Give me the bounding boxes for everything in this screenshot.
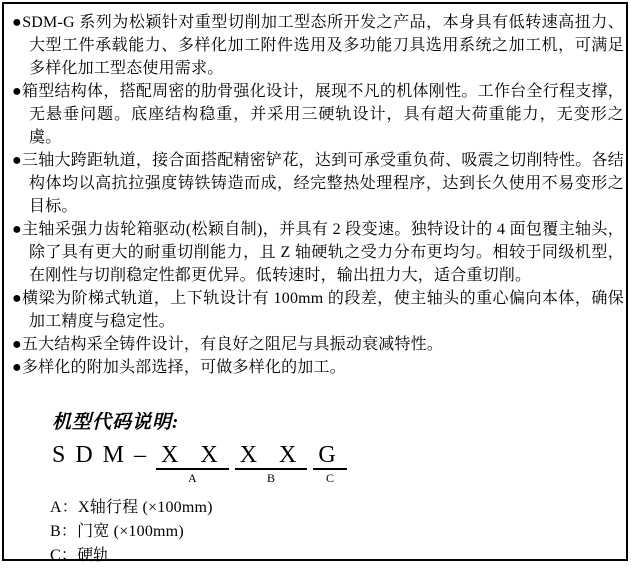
feature-paragraph — [12, 80, 624, 149]
feature-paragraph — [12, 11, 624, 80]
bullet-icon: ● — [12, 290, 23, 307]
model-code-title: 机型代码说明: — [52, 412, 180, 433]
legend-item-b: B：门宽 (×100mm) — [50, 523, 184, 540]
feature-paragraph — [12, 149, 624, 218]
paragraph-text: 多样化的附加头部选择，可做多样化的加工。 — [21, 359, 346, 376]
feature-paragraph — [12, 218, 624, 287]
legend-item-c: C：硬轨 — [50, 547, 110, 564]
feature-paragraph — [12, 287, 624, 333]
segment-text: G — [313, 442, 346, 470]
model-code-segment-a — [156, 442, 229, 486]
segment-label: C — [326, 471, 335, 485]
legend-item-a: A：X轴行程 (×100mm) — [50, 499, 213, 516]
paragraph-text: 箱型结构体，搭配周密的肋骨强化设计，展现不凡的机体刚性。工作台全行程支撑，无悬垂问题。底座结构稳重，并采用三硬轨设计，具有超大荷重能力，无变形之虞。 — [21, 83, 624, 146]
segment-text: X X — [156, 442, 229, 470]
bullet-icon: ● — [12, 336, 22, 353]
bullet-icon: ● — [12, 359, 22, 376]
feature-paragraph — [12, 333, 624, 356]
feature-paragraph — [12, 356, 624, 379]
segment-label: A — [188, 471, 197, 485]
model-code-legend — [50, 496, 624, 568]
paragraph-text: 三轴大跨距轨道，接合面搭配精密铲花，达到可承受重负荷、吸震之切削特性。各结构体均以高抗拉强度铸铁铸造而成，经完整热处理程序，达到长久使用不易变形之目标。 — [21, 152, 624, 215]
model-code-segment-c — [313, 442, 346, 486]
segment-text: X X — [235, 442, 308, 470]
model-code-section — [52, 412, 624, 568]
paragraph-text: 主轴采强力齿轮箱驱动(松颖自制)，并具有 2 段变速。独特设计的 4 面包覆主轴头，除了具有更大的耐重切削能力，且 Z 轴硬轨之受力分布更均匀。相较于同级机型，在刚性与切削稳定性都更优异。低转速时，输出扭力大，适合重切削。 — [22, 221, 624, 284]
model-code-prefix: S D M – — [52, 442, 149, 468]
model-code-line — [52, 442, 624, 486]
paragraph-text: 五大结构采全铸件设计，有良好之阻尼与具振动衰减特性。 — [21, 336, 444, 353]
bullet-icon: ● — [12, 14, 23, 31]
paragraph-text: SDM-G 系列为松颖针对重型切削加工型态所开发之产品，本身具有低转速高扭力、大型工件承载能力、多样化加工附件选用及多功能刀具选用系统之加工机，可满足多样化加工型态使用需求。 — [22, 14, 624, 77]
bullet-icon: ● — [12, 152, 22, 169]
bullet-icon: ● — [12, 83, 22, 100]
segment-label: B — [267, 471, 276, 485]
document-content — [12, 11, 624, 568]
feature-list — [12, 11, 624, 379]
model-code-segment-b — [235, 442, 308, 486]
bullet-icon: ● — [12, 221, 23, 238]
paragraph-text: 横梁为阶梯式轨道，上下轨设计有 100mm 的段差，使主轴头的重心偏向本体，确保加工精度与稳定性。 — [22, 290, 624, 330]
